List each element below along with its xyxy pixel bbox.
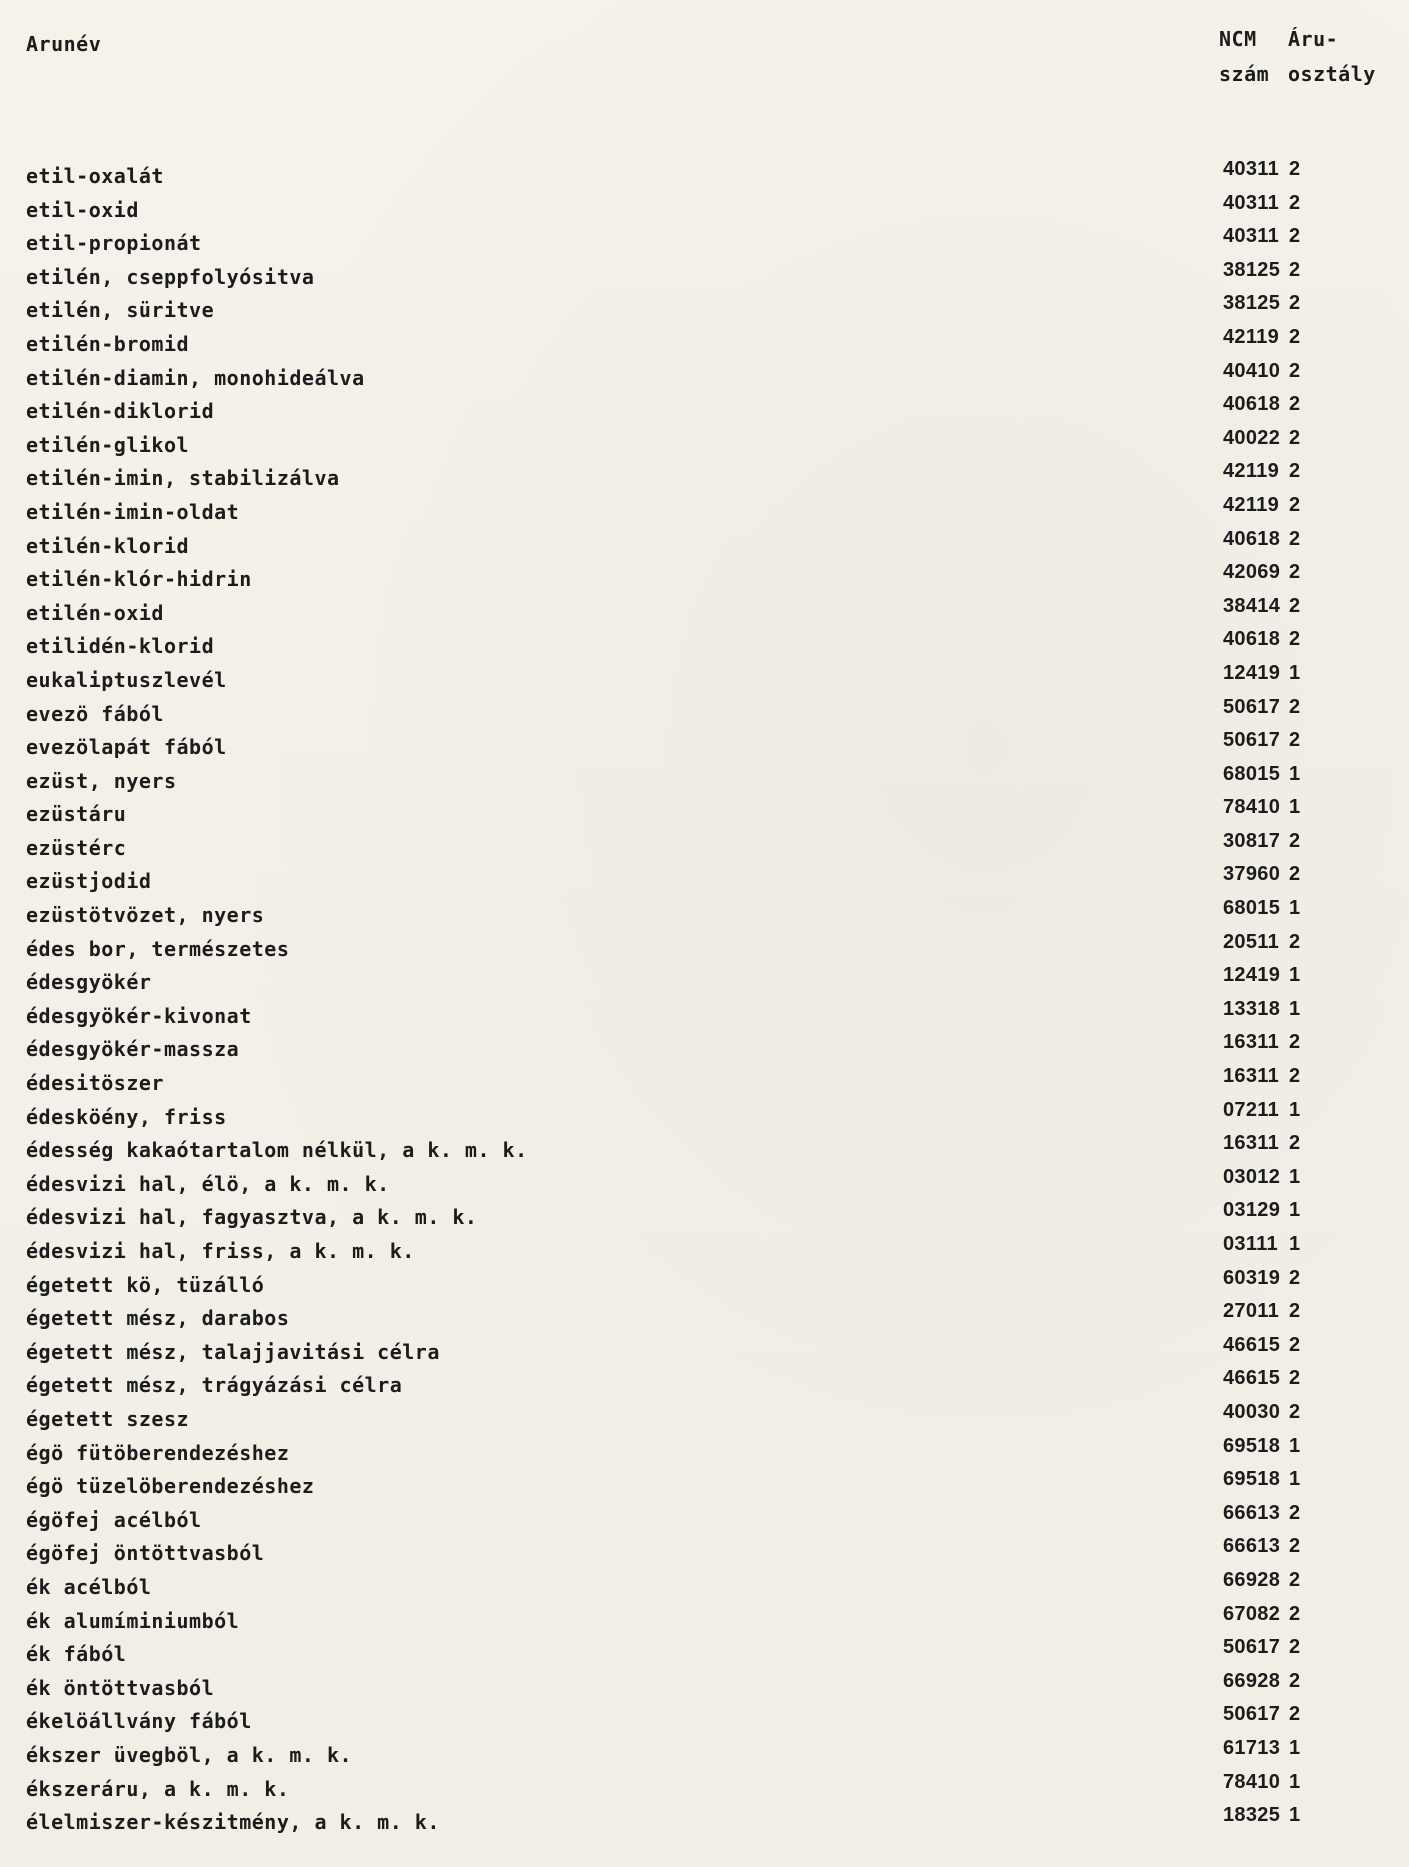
- product-class: 2: [1289, 1300, 1301, 1323]
- product-class: 2: [1289, 325, 1301, 348]
- product-name: édesvizi hal, friss, a k. m. k.: [26, 1239, 415, 1263]
- product-class: 2: [1289, 695, 1301, 718]
- ncm-number: 46615: [1223, 1367, 1281, 1390]
- list-item: [0, 258, 1409, 295]
- ncm-number: 42119: [1223, 493, 1280, 516]
- list-item: [0, 1501, 1409, 1538]
- list-item: [0, 1568, 1409, 1605]
- product-class: 2: [1289, 829, 1301, 852]
- ncm-number: 68015: [1223, 897, 1281, 920]
- class-header-line1: Áru-: [1288, 27, 1339, 51]
- product-name: etilén-diklorid: [26, 399, 215, 424]
- ncm-number: 66928: [1223, 1568, 1281, 1591]
- product-class: 2: [1289, 158, 1301, 180]
- product-name: édesvizi hal, élö, a k. m. k.: [26, 1171, 390, 1196]
- product-name: evezölapát fából: [26, 735, 227, 760]
- ncm-number: 03111: [1223, 1233, 1278, 1255]
- product-name: élelmiszer-készitmény, a k. m. k.: [26, 1810, 440, 1835]
- ncm-number: 12419: [1223, 964, 1281, 987]
- ncm-number: 50617: [1223, 695, 1281, 718]
- product-name: ék acélból: [26, 1574, 152, 1599]
- product-class: 2: [1289, 426, 1301, 449]
- product-class: 1: [1289, 1736, 1301, 1759]
- product-class: 2: [1289, 561, 1301, 584]
- product-class: 1: [1289, 964, 1301, 987]
- product-class: 2: [1289, 1031, 1301, 1054]
- ncm-number: 40410: [1223, 359, 1281, 382]
- ncm-number: 27011: [1223, 1300, 1280, 1323]
- ncm-number: 03012: [1223, 1165, 1281, 1188]
- ncm-number: 18325: [1223, 1804, 1281, 1827]
- list-item: [0, 1669, 1409, 1706]
- ncm-number: 07211: [1223, 1098, 1280, 1121]
- product-name: etilén-imin, stabilizálva: [26, 466, 340, 491]
- product-name: etilén-bromid: [26, 331, 190, 356]
- product-name: égetett mész, darabos: [26, 1306, 290, 1331]
- ncm-number: 40030: [1223, 1400, 1281, 1423]
- list-item: [0, 899, 1409, 933]
- product-class: 2: [1289, 628, 1301, 651]
- product-name: etilén-klorid: [26, 533, 190, 558]
- product-name: etil-oxalát: [26, 164, 164, 188]
- product-class: 2: [1289, 1400, 1301, 1423]
- ncm-number: 69518: [1223, 1434, 1281, 1457]
- list-item: [0, 1770, 1409, 1807]
- product-name: etilén, cseppfolyósitva: [26, 264, 315, 289]
- list-item: [0, 1369, 1409, 1403]
- product-class: 2: [1289, 1535, 1301, 1558]
- ncm-number: 12419: [1223, 661, 1281, 684]
- ncm-number: 69518: [1223, 1468, 1281, 1491]
- product-class: 2: [1289, 292, 1301, 315]
- product-class: 1: [1289, 1434, 1301, 1457]
- product-name: etilén-glikol: [26, 432, 190, 457]
- product-class: 2: [1289, 1266, 1301, 1289]
- product-class: 2: [1289, 1602, 1301, 1625]
- product-name: etilén-diamin, monohideálva: [26, 365, 365, 390]
- product-name: etilén-imin-oldat: [26, 499, 240, 524]
- list-item: [0, 1736, 1409, 1773]
- product-class: 2: [1289, 1132, 1301, 1155]
- product-name: égö tüzelöberendezéshez: [26, 1474, 315, 1499]
- product-class: 1: [1289, 1233, 1301, 1255]
- ncm-number: 42069: [1223, 561, 1281, 584]
- product-class: 2: [1289, 393, 1301, 416]
- list-item: [0, 865, 1409, 899]
- product-name: ezüstáru: [26, 802, 127, 827]
- list-item: [0, 1266, 1409, 1303]
- ncm-number: 67082: [1223, 1602, 1281, 1625]
- product-class: 2: [1289, 1703, 1301, 1726]
- product-class: 1: [1289, 1199, 1301, 1222]
- product-name: etilidén-klorid: [26, 634, 215, 659]
- product-name: égetett kö, tüzálló: [26, 1272, 265, 1297]
- product-class: 1: [1289, 897, 1301, 920]
- ncm-number: 38125: [1223, 258, 1281, 281]
- list-item: [0, 1638, 1409, 1672]
- product-class: 1: [1289, 796, 1301, 819]
- list-item: [0, 1537, 1409, 1571]
- product-class: 1: [1289, 661, 1301, 684]
- list-item: [0, 227, 1409, 261]
- product-name: égöfej acélból: [26, 1507, 202, 1532]
- list-item: [0, 1098, 1409, 1135]
- product-name: ezüst, nyers: [26, 768, 177, 793]
- product-name: édesgyökér: [26, 970, 152, 995]
- column-header-ncm-number: [1219, 22, 1269, 92]
- list-item: [0, 1033, 1409, 1067]
- ncm-number: 46615: [1223, 1333, 1281, 1356]
- product-class: 2: [1289, 258, 1301, 281]
- product-class: 2: [1289, 493, 1301, 516]
- product-class: 1: [1289, 997, 1301, 1020]
- product-class: 2: [1289, 729, 1301, 752]
- list-item: [0, 1067, 1409, 1101]
- ncm-number: 66928: [1223, 1669, 1281, 1692]
- list-item: [0, 630, 1409, 664]
- list-item: [0, 1302, 1409, 1336]
- list-item: [0, 966, 1409, 1000]
- ncm-number: 40311: [1223, 225, 1280, 248]
- ncm-number: 40311: [1223, 158, 1280, 180]
- product-class: 2: [1289, 1636, 1301, 1659]
- list-item: [0, 661, 1409, 698]
- list-item: [0, 325, 1409, 362]
- ncm-number: 42119: [1223, 460, 1280, 483]
- list-item: [0, 1201, 1409, 1235]
- product-name: édesköény, friss: [26, 1104, 227, 1129]
- list-item: [0, 493, 1409, 530]
- product-class: 1: [1289, 1468, 1301, 1491]
- list-item: [0, 462, 1409, 496]
- product-class: 1: [1289, 762, 1301, 785]
- list-item: [0, 997, 1409, 1034]
- ncm-number: 16311: [1223, 1065, 1280, 1088]
- product-name: édesgyökér-massza: [26, 1037, 240, 1062]
- product-name: eukaliptuszlevél: [26, 667, 227, 692]
- product-name: égöfej öntöttvasból: [26, 1541, 265, 1566]
- product-name: etilén, süritve: [26, 298, 215, 323]
- list-item: [0, 395, 1409, 429]
- product-name: etil-propionát: [26, 231, 202, 256]
- ncm-number: 40618: [1223, 393, 1281, 416]
- ncm-number: 20511: [1223, 930, 1280, 953]
- ncm-number: 13318: [1223, 997, 1281, 1020]
- ncm-number: 40618: [1223, 628, 1281, 651]
- list-item: [0, 829, 1409, 866]
- product-class: 2: [1289, 1065, 1301, 1088]
- product-class: 2: [1289, 527, 1301, 550]
- product-name: ék fából: [26, 1642, 127, 1667]
- list-item: [0, 426, 1409, 463]
- ncm-number: 78410: [1223, 796, 1281, 819]
- class-header-line2: osztály: [1288, 62, 1376, 86]
- ncm-number: 16311: [1223, 1132, 1280, 1155]
- product-name: édesitöszer: [26, 1071, 164, 1096]
- list-item: [0, 1235, 1409, 1269]
- list-item: [0, 527, 1409, 564]
- product-class: 2: [1289, 930, 1301, 953]
- list-item: [0, 731, 1409, 765]
- ncm-number: 50617: [1223, 1703, 1281, 1726]
- list-item: [0, 594, 1409, 631]
- product-name: édesgyökér-kivonat: [26, 1003, 252, 1028]
- product-class: 2: [1289, 191, 1301, 214]
- product-class: 2: [1289, 1501, 1301, 1524]
- list-item: [0, 160, 1409, 194]
- product-name: ék alumíminiumból: [26, 1608, 240, 1633]
- ncm-number: 61713: [1223, 1736, 1281, 1759]
- product-class: 2: [1289, 225, 1301, 248]
- product-name: égetett mész, trágyázási célra: [26, 1373, 403, 1398]
- list-item: [0, 930, 1409, 967]
- list-item: [0, 1806, 1409, 1840]
- ncm-number: 66613: [1223, 1501, 1281, 1524]
- column-header-product-name: Arunév: [26, 32, 102, 56]
- ncm-number: 40311: [1223, 191, 1280, 214]
- product-name: égetett szesz: [26, 1406, 190, 1431]
- product-name: ezüstjodid: [26, 869, 152, 894]
- ncm-header-line2: szám: [1219, 62, 1270, 86]
- list-item: [0, 798, 1409, 832]
- product-list: [0, 160, 1409, 1840]
- ncm-number: 37960: [1223, 863, 1281, 886]
- list-item: [0, 762, 1409, 799]
- product-name: édes bor, természetes: [26, 936, 290, 961]
- column-header-product-class: [1288, 22, 1376, 92]
- list-item: [0, 294, 1409, 328]
- product-class: 1: [1289, 1098, 1301, 1121]
- product-class: 2: [1289, 1669, 1301, 1692]
- product-name: égetett mész, talajjavitási célra: [26, 1339, 440, 1364]
- product-class: 1: [1289, 1804, 1301, 1827]
- product-class: 2: [1289, 460, 1301, 483]
- product-name: etilén-klór-hidrin: [26, 567, 252, 592]
- product-name: égö fütöberendezéshez: [26, 1440, 290, 1465]
- list-item: [0, 1434, 1409, 1471]
- product-name: evezö fából: [26, 701, 164, 726]
- product-name: édesség kakaótartalom nélkül, a k. m. k.: [26, 1138, 528, 1163]
- list-item: [0, 1602, 1409, 1639]
- ncm-number: 50617: [1223, 1636, 1281, 1659]
- list-item: [0, 191, 1409, 228]
- ncm-number: 38125: [1223, 292, 1281, 315]
- ncm-number: 78410: [1223, 1770, 1281, 1793]
- product-name: etil-oxid: [26, 197, 139, 222]
- list-item: [0, 1165, 1409, 1202]
- list-item: [0, 359, 1409, 396]
- list-item: [0, 1400, 1409, 1437]
- product-class: 2: [1289, 594, 1301, 617]
- list-item: [0, 1134, 1409, 1168]
- list-item: [0, 563, 1409, 597]
- product-name: ék öntöttvasból: [26, 1675, 215, 1700]
- product-name: ezüstérc: [26, 835, 127, 860]
- product-class: 1: [1289, 1165, 1301, 1188]
- list-item: [0, 1470, 1409, 1504]
- product-class: 2: [1289, 1367, 1301, 1390]
- ncm-number: 66613: [1223, 1535, 1281, 1558]
- ncm-number: 42119: [1223, 325, 1280, 348]
- product-name: ékszeráru, a k. m. k.: [26, 1776, 290, 1801]
- product-name: etilén-oxid: [26, 600, 164, 625]
- ncm-number: 16311: [1223, 1031, 1280, 1054]
- ncm-number: 50617: [1223, 729, 1281, 752]
- product-name: ékelöállvány fából: [26, 1709, 252, 1734]
- list-item: [0, 1333, 1409, 1370]
- ncm-number: 68015: [1223, 762, 1281, 785]
- ncm-number: 60319: [1223, 1266, 1281, 1289]
- product-name: ezüstötvözet, nyers: [26, 903, 265, 928]
- ncm-number: 38414: [1223, 594, 1281, 617]
- ncm-number: 03129: [1223, 1199, 1281, 1222]
- product-class: 2: [1289, 359, 1301, 382]
- product-name: ékszer üvegböl, a k. m. k.: [26, 1742, 353, 1767]
- product-class: 2: [1289, 863, 1301, 886]
- product-class: 2: [1289, 1568, 1301, 1591]
- ncm-number: 40022: [1223, 426, 1281, 449]
- ncm-number: 40618: [1223, 527, 1281, 550]
- ncm-header-line1: NCM: [1219, 27, 1257, 51]
- product-name: édesvizi hal, fagyasztva, a k. m. k.: [26, 1205, 478, 1230]
- product-class: 2: [1289, 1333, 1301, 1356]
- ncm-number: 30817: [1223, 829, 1281, 852]
- list-item: [0, 1705, 1409, 1739]
- list-item: [0, 695, 1409, 732]
- product-class: 1: [1289, 1770, 1301, 1793]
